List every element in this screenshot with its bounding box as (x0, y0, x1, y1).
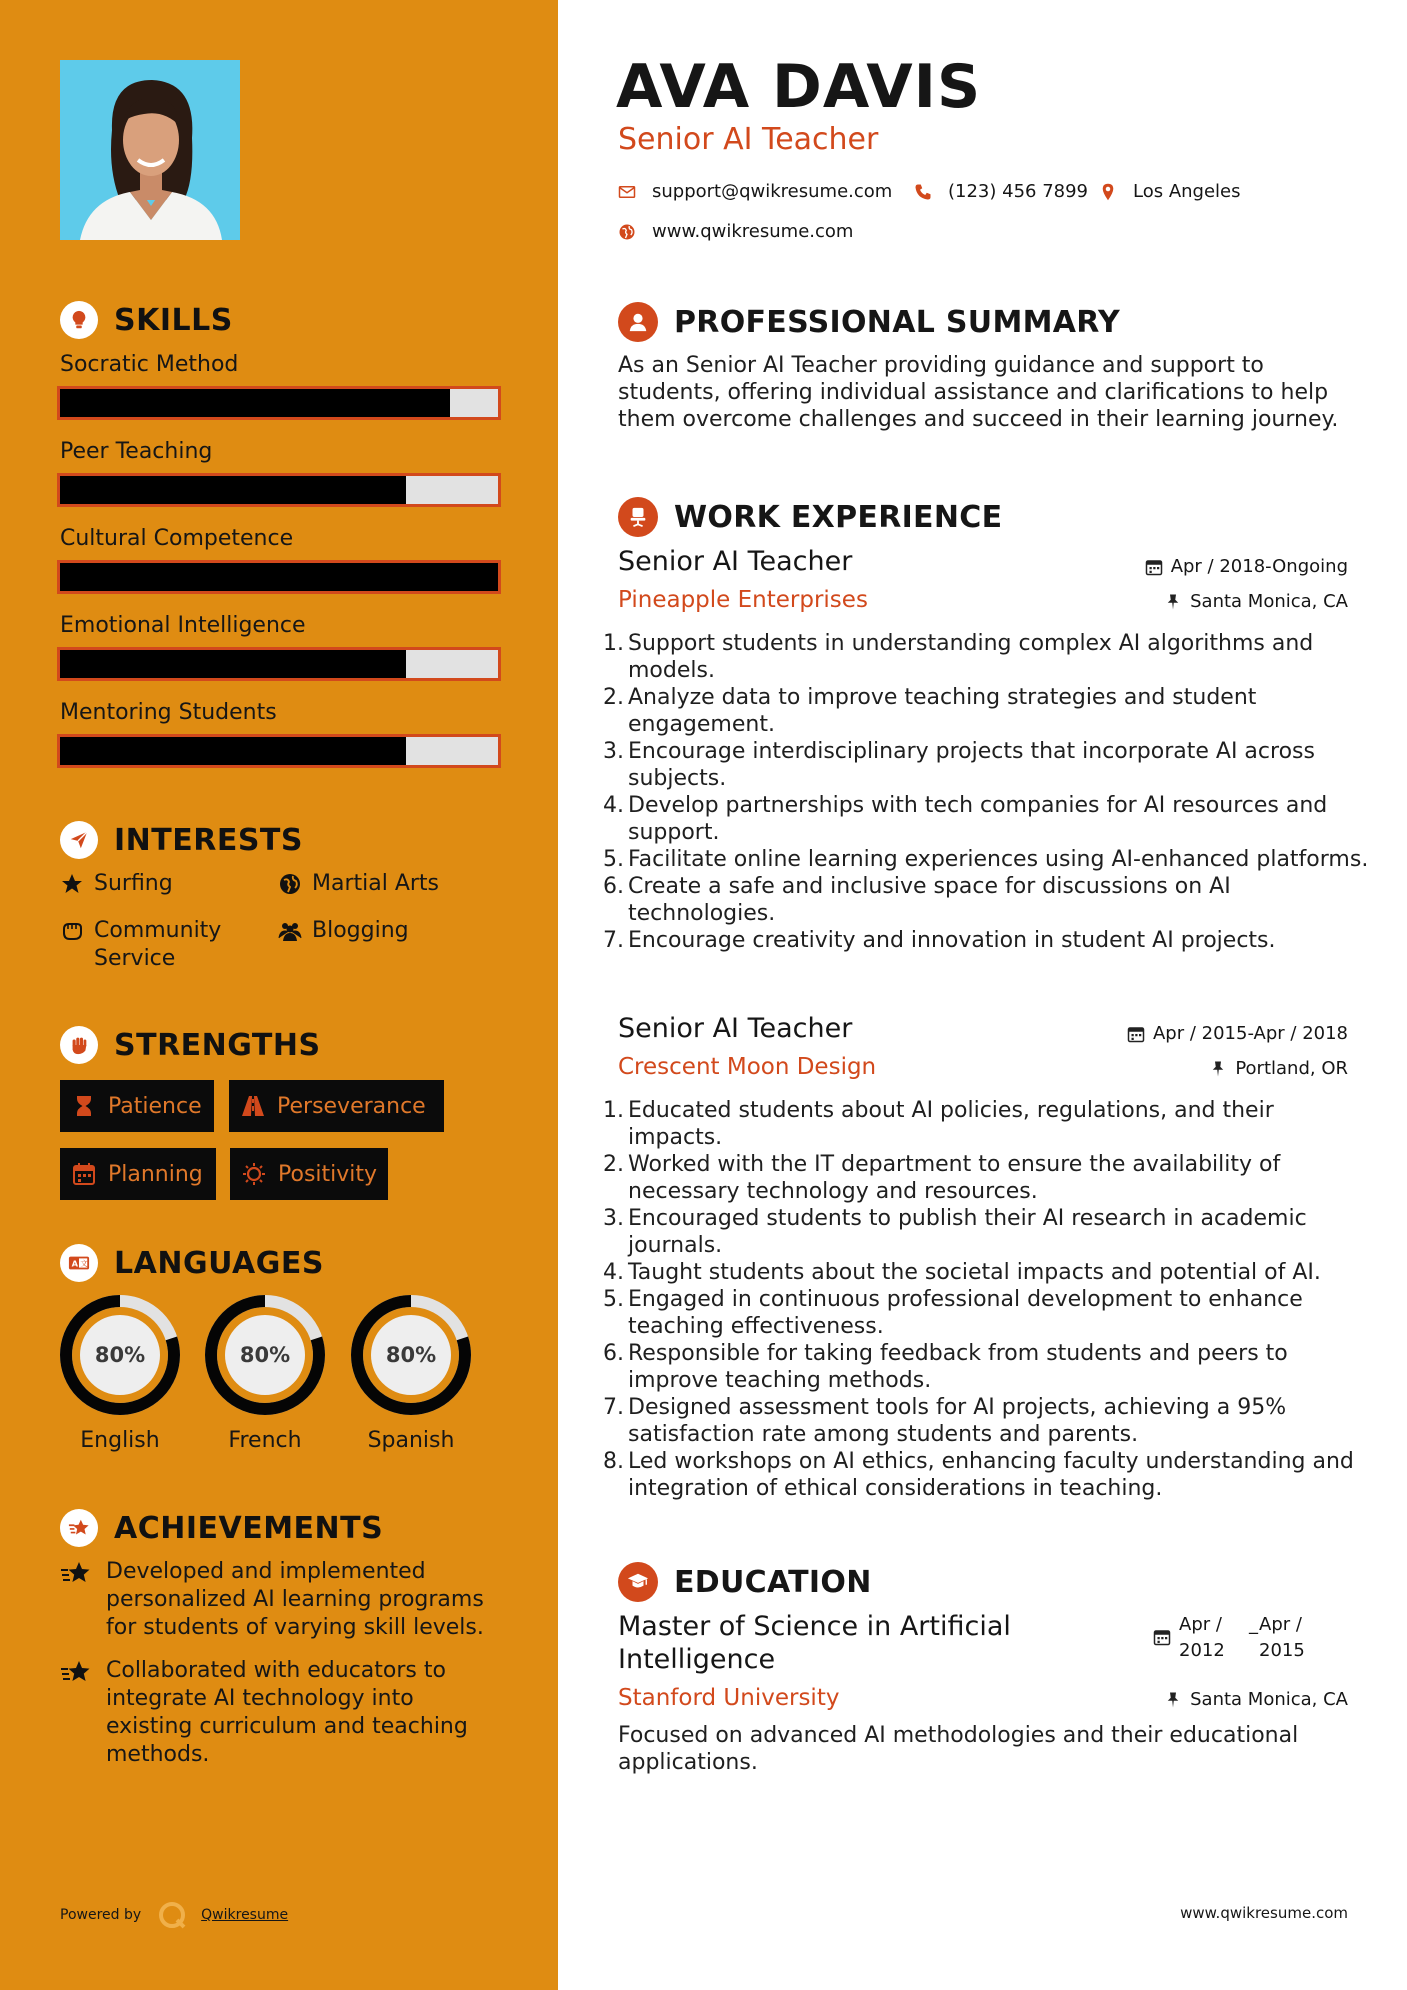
job-dates (1127, 1023, 1348, 1044)
language-item (350, 1294, 472, 1453)
star-icon (60, 1560, 92, 1588)
summary-title: PROFESSIONAL SUMMARY (674, 304, 1121, 340)
pushpin-icon (1164, 1691, 1182, 1709)
skill-bar-fill (60, 650, 406, 678)
location-text: Los Angeles (1133, 181, 1241, 202)
skill-bar (57, 560, 501, 594)
svg-text:A: A (71, 1258, 79, 1269)
school-name: Stanford University (618, 1685, 840, 1711)
chair-icon (618, 497, 658, 537)
language-item (204, 1294, 326, 1453)
education-location-text: Santa Monica, CA (1190, 1689, 1348, 1710)
map-pin-icon (1099, 183, 1117, 201)
list-item: 4. Develop partnerships with tech companies for AI resources and support. (603, 793, 1328, 845)
strength-chip (229, 1080, 444, 1132)
interest-label: Surfing (94, 871, 173, 896)
language-percent: 80% (385, 1343, 437, 1367)
skill-bar-fill (60, 563, 498, 591)
star-badge-icon (60, 1509, 98, 1547)
skill-bar (57, 473, 501, 507)
job-title: Senior AI Teacher (618, 1013, 853, 1044)
qwikresume-link[interactable]: Qwikresume (201, 1907, 289, 1923)
translate-icon (60, 1244, 98, 1282)
skill-bar (57, 647, 501, 681)
envelope-icon (618, 183, 636, 201)
language-item (59, 1294, 181, 1453)
education-start: Apr / 2012 (1179, 1614, 1225, 1661)
calendar-icon (1145, 558, 1163, 576)
skill-bar-fill (60, 737, 406, 765)
contact-phone[interactable] (914, 181, 1088, 202)
interest-label: Martial Arts (312, 871, 440, 896)
language-ring (350, 1294, 472, 1416)
star-icon (60, 1659, 92, 1687)
candidate-name: AVA DAVIS (616, 52, 982, 122)
strength-chip (60, 1148, 216, 1200)
language-name: English (80, 1428, 160, 1453)
language-ring (59, 1294, 181, 1416)
language-name: French (228, 1428, 302, 1453)
languages-title: LANGUAGES (114, 1245, 324, 1281)
language-percent: 80% (239, 1343, 291, 1367)
list-item: 7. Designed assessment tools for AI projects, achieving a 95% satisfaction rate among students and parents. (603, 1395, 1287, 1447)
strength-chip (60, 1080, 214, 1132)
strength-label: Patience (108, 1093, 202, 1119)
interest-label: Community Service (94, 918, 222, 971)
footer-url[interactable]: www.qwikresume.com (1180, 1904, 1348, 1922)
languages-heading (60, 1243, 324, 1283)
email-text: support@qwikresume.com (652, 181, 893, 202)
summary-heading (618, 300, 1120, 344)
list-item: 8. Led workshops on AI ethics, enhancing faculty understanding and integration of ethical considerations in teaching. (603, 1449, 1354, 1501)
sidebar (0, 0, 558, 1990)
sun-icon (242, 1162, 266, 1186)
list-item: 6. Responsible for taking feedback from students and peers to improve teaching methods. (603, 1341, 1288, 1393)
list-item: 4. Taught students about the societal impacts and potential of AI. (603, 1260, 1321, 1285)
interest-item (60, 870, 173, 898)
job-responsibilities (602, 1097, 1372, 1502)
experience-heading (618, 495, 1002, 539)
education-location (1164, 1689, 1348, 1710)
list-item: 7. Encourage creativity and innovation in student AI projects. (603, 928, 1276, 953)
experience-title: WORK EXPERIENCE (674, 499, 1003, 535)
globe-icon (278, 872, 302, 896)
list-item: 1. Educated students about AI policies, regulations, and their impacts. (603, 1098, 1274, 1150)
achievement-item (60, 1657, 500, 1769)
education-heading (618, 1560, 872, 1604)
graduation-cap-icon (618, 1562, 658, 1602)
interest-item (278, 870, 439, 898)
achievement-text: Developed and implemented personalized AI learning programs for students of varying skill levels. (106, 1559, 484, 1640)
job-location-text: Portland, OR (1235, 1058, 1348, 1079)
contact-website[interactable] (618, 221, 853, 242)
list-item: 5. Facilitate online learning experiences using AI-enhanced platforms. (603, 847, 1369, 872)
company-name: Crescent Moon Design (618, 1054, 877, 1080)
lightbulb-icon (60, 301, 98, 339)
education-description: Focused on advanced AI methodologies and their educational applications. (618, 1723, 1299, 1775)
job-dates (1145, 556, 1348, 577)
achievements-title: ACHIEVEMENTS (114, 1510, 384, 1546)
list-item: 3. Encourage interdisciplinary projects that incorporate AI across subjects. (603, 739, 1315, 791)
list-item: 2. Worked with the IT department to ensure the availability of necessary technology and resources. (603, 1152, 1281, 1204)
road-icon (241, 1094, 265, 1118)
skill-bar (57, 734, 501, 768)
website-text: www.qwikresume.com (652, 221, 854, 242)
list-item: 5. Engaged in continuous professional development to enhance teaching effectiveness. (603, 1287, 1303, 1339)
interest-label: Blogging (312, 918, 409, 943)
achievement-text: Collaborated with educators to integrate AI technology into existing curriculum and teaching methods. (106, 1658, 468, 1767)
job-title: Senior AI Teacher (618, 546, 853, 577)
fist-icon (60, 1026, 98, 1064)
job-dates-text: Apr / 2018-Ongoing (1170, 556, 1348, 577)
job-location (1164, 591, 1348, 612)
job-responsibilities (602, 630, 1372, 954)
users-icon (278, 919, 302, 943)
candidate-role: Senior AI Teacher (618, 122, 879, 157)
skill-label: Mentoring Students (60, 700, 277, 725)
list-item: 1. Support students in understanding complex AI algorithms and models. (603, 631, 1314, 683)
list-item: 6. Create a safe and inclusive space for discussions on AI technologies. (603, 874, 1231, 926)
strength-chip (230, 1148, 388, 1200)
skill-bar-fill (60, 389, 450, 417)
job-location-text: Santa Monica, CA (1190, 591, 1348, 612)
education-title: EDUCATION (674, 1564, 872, 1600)
profile-photo (60, 60, 240, 240)
contact-location (1099, 181, 1241, 202)
calendar-icon (1127, 1025, 1145, 1043)
hourglass-icon (72, 1094, 96, 1118)
skill-bar-fill (60, 476, 406, 504)
language-ring (204, 1294, 326, 1416)
job-location (1209, 1058, 1348, 1079)
globe-icon (618, 223, 636, 241)
skill-bar (57, 386, 501, 420)
interest-item (60, 917, 260, 973)
education-date-separator: _ (1249, 1614, 1258, 1635)
strength-label: Positivity (278, 1161, 378, 1187)
company-name: Pineapple Enterprises (618, 587, 868, 613)
interest-item (278, 917, 409, 945)
education-end: Apr / 2015 (1259, 1614, 1305, 1661)
interests-title: INTERESTS (114, 822, 303, 858)
list-item: 3. Encouraged students to publish their AI research in academic journals. (603, 1206, 1307, 1258)
interests-heading (60, 820, 303, 860)
degree-title: Master of Science in Artificial Intelligence (618, 1611, 1011, 1675)
skill-label: Cultural Competence (60, 526, 294, 551)
summary-text: As an Senior AI Teacher providing guidance and support to students, offering individual assistance and clarifications to help them overcome challenges and succeed in their learning journey. (618, 353, 1339, 432)
strength-label: Planning (108, 1161, 203, 1187)
strength-label: Perseverance (277, 1093, 426, 1119)
achievement-item (60, 1558, 500, 1642)
paper-plane-icon (60, 821, 98, 859)
qwikresume-logo-icon (157, 1900, 187, 1930)
calendar-icon (72, 1162, 96, 1186)
achievements-heading (60, 1508, 383, 1548)
skill-label: Emotional Intelligence (60, 613, 306, 638)
skill-label: Peer Teaching (60, 439, 213, 464)
main-content (558, 0, 1407, 1990)
skills-title: SKILLS (114, 302, 233, 338)
contact-email[interactable] (618, 181, 892, 202)
skills-heading (60, 300, 233, 340)
pushpin-icon (1209, 1060, 1227, 1078)
strengths-heading (60, 1025, 321, 1065)
language-name: Spanish (367, 1428, 455, 1453)
pushpin-icon (1164, 593, 1182, 611)
user-icon (618, 302, 658, 342)
strengths-title: STRENGTHS (114, 1027, 321, 1063)
hand-icon (60, 919, 84, 943)
list-item: 2. Analyze data to improve teaching strategies and student engagement. (603, 685, 1257, 737)
language-percent: 80% (94, 1343, 146, 1367)
calendar-icon (1153, 1628, 1171, 1646)
phone-icon (914, 183, 932, 201)
job-dates-text: Apr / 2015-Apr / 2018 (1152, 1023, 1348, 1044)
skill-label: Socratic Method (60, 352, 239, 377)
star-icon (60, 872, 84, 896)
powered-by-label: Powered by (60, 1907, 142, 1923)
svg-text:文: 文 (80, 1259, 88, 1269)
phone-text: (123) 456 7899 (948, 181, 1089, 202)
powered-by (60, 1900, 288, 1930)
education-dates (1153, 1612, 1329, 1664)
